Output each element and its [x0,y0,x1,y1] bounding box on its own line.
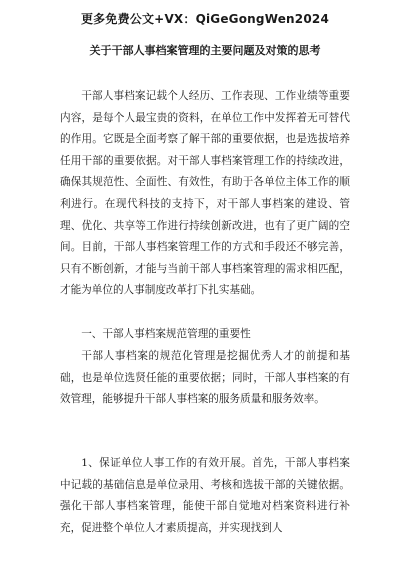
header-watermark-text: 更多免费公文+VX：QiGeGongWen2024 [80,12,329,26]
body-paragraph-importance [60,346,350,411]
paragraph-text: 干部人事档案的规范化管理是挖掘优秀人才的前提和基础，也是单位选贤任能的重要依据；同时，干部人事档案的有效管理，能够提升干部人事档案的服务质量和服务效率。 [60,350,350,406]
paragraph-text: 干部人事档案记载个人经历、工作表现、工作业绩等重要内容，是每个人最宝贵的资料，在单位工作中发挥着无可替代的作用。它既是全面考察了解干部的重要依据，也是选拔培养任用干部的重要依据。对干部人事档案管理工作的持续改进，确保其规范性、全面性、有效性，有助于各单位主体工作的顺利进行。在现代科技的支持下，对干部人事档案的建设、管理、优化、共享等工作进行持续创新改进，也有了更广阔的空间。目前，干部人事档案管理工作的方式和手段还不够完善，只有不断创新，才能与当前干部人事档案管理的需求相匹配，才能为单位的人事制度改革打下扎实基础。 [60,90,350,297]
section-heading-1: 一、干部人事档案规范管理的重要性 [81,328,251,340]
document-title: 关于干部人事档案管理的主要问题及对策的思考 [89,44,321,57]
paragraph-text: 1、保证单位人事工作的有效开展。首先，干部人事档案中记载的基础信息是单位录用、考核和选拔干部的关键依据。强化干部人事档案管理，能使干部自觉地对档案资料进行补充，促进整个单位人才素质提高，并实现找到人 [60,457,350,534]
body-paragraph-intro [60,86,350,302]
body-paragraph-point-1 [60,453,350,539]
